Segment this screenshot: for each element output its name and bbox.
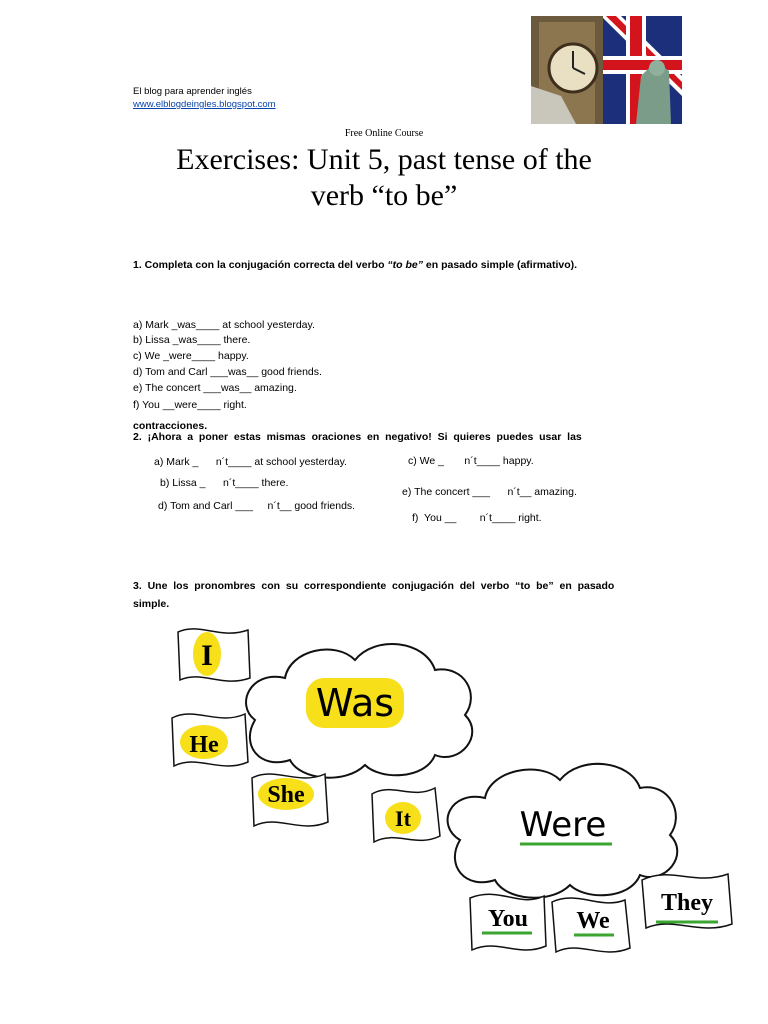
exercise1-instruction [133, 259, 577, 271]
exercise1-item-c: c) We _were____ happy. [133, 350, 249, 362]
course-label: Free Online Course [344, 128, 424, 139]
pronoun-she: She [267, 782, 305, 808]
exercise2-instruction-line-2: contracciones. [133, 420, 208, 432]
verb-were: Were [519, 805, 607, 845]
exercise1-item-e: e) The concert ___was__ amazing. [133, 382, 297, 394]
exercise2-instruction: 2. ¡Ahora a poner estas mismas oraciones en negativo! Si quieres puedes usar las [133, 431, 582, 443]
pronoun-i: I [201, 639, 213, 672]
exercise2-item-c: c) We _ n´t____ happy. [408, 455, 534, 467]
pronoun-we: We [576, 908, 610, 934]
exercise1-item-f: f) You __were____ right. [133, 399, 247, 411]
flag-we [552, 898, 630, 952]
pronoun-they: They [660, 890, 714, 916]
flag-she [252, 774, 328, 826]
pronoun-he: He [189, 732, 219, 758]
flag-he [172, 714, 248, 766]
london-collage-image [531, 16, 682, 124]
pronoun-it: It [395, 806, 411, 831]
exercise2-item-e: e) The concert ___ n´t__ amazing. [402, 486, 577, 498]
exercise3-instruction: 3. Une los pronombres con su correspondiente conjugación del verbo “to be” en pasado [133, 580, 615, 592]
matching-illustration [160, 610, 750, 990]
flag-it [372, 788, 440, 842]
exercise1-item-b: b) Lissa _was____ there. [133, 334, 251, 346]
title-line-2: verb “to be” [310, 179, 458, 212]
exercise2-item-d: d) Tom and Carl ___ n´t__ good friends. [158, 500, 356, 512]
exercise2-item-b: b) Lissa _ n´t____ there. [160, 477, 289, 489]
verb-was: Was [315, 681, 395, 725]
flag-i [178, 629, 250, 681]
flag-they [642, 874, 732, 928]
exercise1-instruction-text: 1. Completa con la conjugación correcta del verbo [133, 259, 388, 271]
flag-you [470, 894, 546, 950]
cloud-were [448, 764, 678, 898]
title-line-1: Exercises: Unit 5, past tense of the [176, 143, 592, 176]
exercise2-item-f: f) You __ n´t____ right. [412, 512, 542, 524]
page-title [100, 142, 668, 214]
pronoun-you: You [487, 906, 529, 932]
exercise1-item-d: d) Tom and Carl ___was__ good friends. [133, 366, 322, 378]
blog-url-link[interactable]: www.elblogdeingles.blogspot.com [133, 99, 276, 110]
exercise3-instruction-line-2: simple. [133, 598, 170, 610]
cloud-was [246, 644, 472, 778]
exercise2-item-a: a) Mark _ n´t____ at school yesterday. [154, 456, 347, 468]
exercise1-instruction-tail: en pasado simple (afirmativo). [423, 259, 578, 271]
exercise1-item-a: a) Mark _was____ at school yesterday. [133, 319, 315, 331]
exercise1-instruction-verb: “to be” [387, 259, 423, 271]
blog-title: El blog para aprender inglés [133, 86, 252, 97]
